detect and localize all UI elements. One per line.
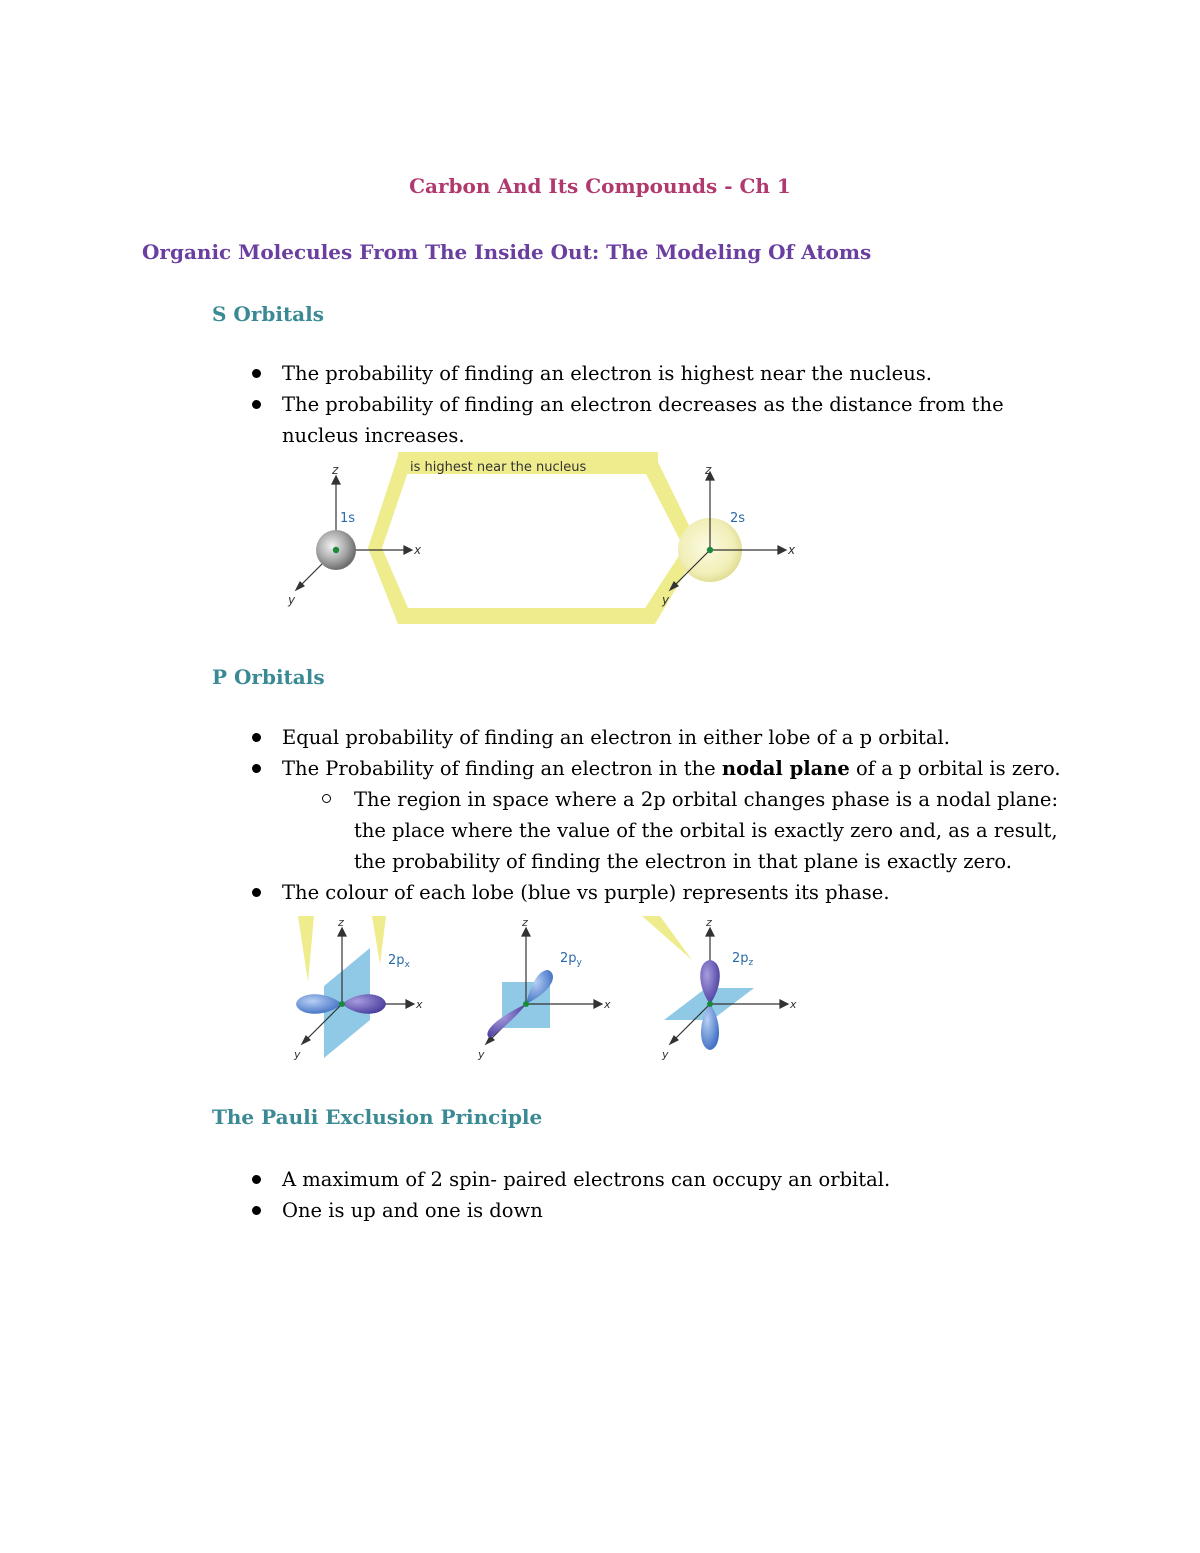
s-orbital-figure: [280, 452, 820, 628]
bullet-icon: [252, 888, 261, 897]
p-orbitals-list: [248, 722, 1078, 908]
svg-text:y: y: [662, 593, 670, 607]
svg-text:z: z: [705, 463, 712, 477]
list-item: One is up and one is down: [248, 1195, 1078, 1226]
svg-text:y: y: [662, 1048, 669, 1061]
document-title: Carbon And Its Compounds - Ch 1: [409, 174, 791, 198]
svg-text:2py: $2p_y$: [560, 951, 582, 968]
svg-text:y: y: [294, 1048, 301, 1061]
svg-text:z: z: [332, 463, 339, 477]
bullet-icon: [252, 764, 261, 773]
bullet-icon: [252, 1206, 261, 1215]
sub-list: [282, 784, 1078, 877]
svg-text:2pz: $2p_z$: [732, 951, 754, 968]
svg-text:1s: 1s: [340, 511, 356, 526]
svg-text:y: y: [478, 1048, 485, 1061]
svg-text:z: z: [522, 916, 528, 929]
bullet-icon: [252, 1175, 261, 1184]
svg-text:x: x: [788, 543, 796, 557]
list-item: The probability of finding an electron is highest near the nucleus.: [248, 358, 1078, 389]
section-heading: Organic Molecules From The Inside Out: The Modeling Of Atoms: [142, 240, 872, 264]
orbital-2pz: [661, 916, 797, 1061]
callout-text: is highest near the nucleus: [410, 460, 587, 475]
svg-text:x: x: [604, 998, 611, 1011]
p-orbitals-heading: P Orbitals: [212, 665, 325, 689]
svg-text:y: y: [288, 593, 296, 607]
svg-text:2px: $2p_x$: [388, 953, 410, 970]
p-orbital-figure: [280, 912, 820, 1068]
bullet-icon: [252, 733, 261, 742]
bullet-icon: [252, 369, 261, 378]
pauli-heading: The Pauli Exclusion Principle: [212, 1105, 543, 1129]
bullet-icon: [252, 400, 261, 409]
pauli-list: [248, 1164, 1078, 1226]
s-orbitals-list: [248, 358, 1078, 451]
list-item: The probability of finding an electron decreases as the distance from the nucleus increases.: [248, 389, 1078, 451]
nodal-plane-term: nodal plane: [721, 757, 850, 780]
hollow-bullet-icon: [322, 794, 331, 803]
list-item: A maximum of 2 spin- paired electrons can occupy an orbital.: [248, 1164, 1078, 1195]
list-item: The Probability of finding an electron in the nodal plane of a p orbital is zero. The region in space where a 2p orbital changes phase is a nodal plane: the place where the value of the orbital is exactly zero and, as a result, the probability of finding the electron in that plane is exactly zero.: [248, 753, 1078, 877]
svg-text:x: x: [416, 998, 423, 1011]
svg-text:z: z: [706, 916, 712, 929]
list-item: The colour of each lobe (blue vs purple) represents its phase.: [248, 877, 1078, 908]
svg-text:x: x: [790, 998, 797, 1011]
svg-text:z: z: [338, 916, 344, 929]
s-orbitals-heading: S Orbitals: [212, 302, 325, 326]
orbital-2px: [293, 916, 423, 1061]
svg-text:2s: 2s: [730, 511, 746, 526]
svg-text:x: x: [414, 543, 422, 557]
list-item: Equal probability of finding an electron in either lobe of a p orbital.: [248, 722, 1078, 753]
sub-list-item: The region in space where a 2p orbital changes phase is a nodal plane: the place where the value of the orbital is exactly zero and, as a result, the probability of finding the electron in that plane is exactly zero.: [318, 784, 1078, 877]
orbital-2py: [477, 916, 611, 1061]
